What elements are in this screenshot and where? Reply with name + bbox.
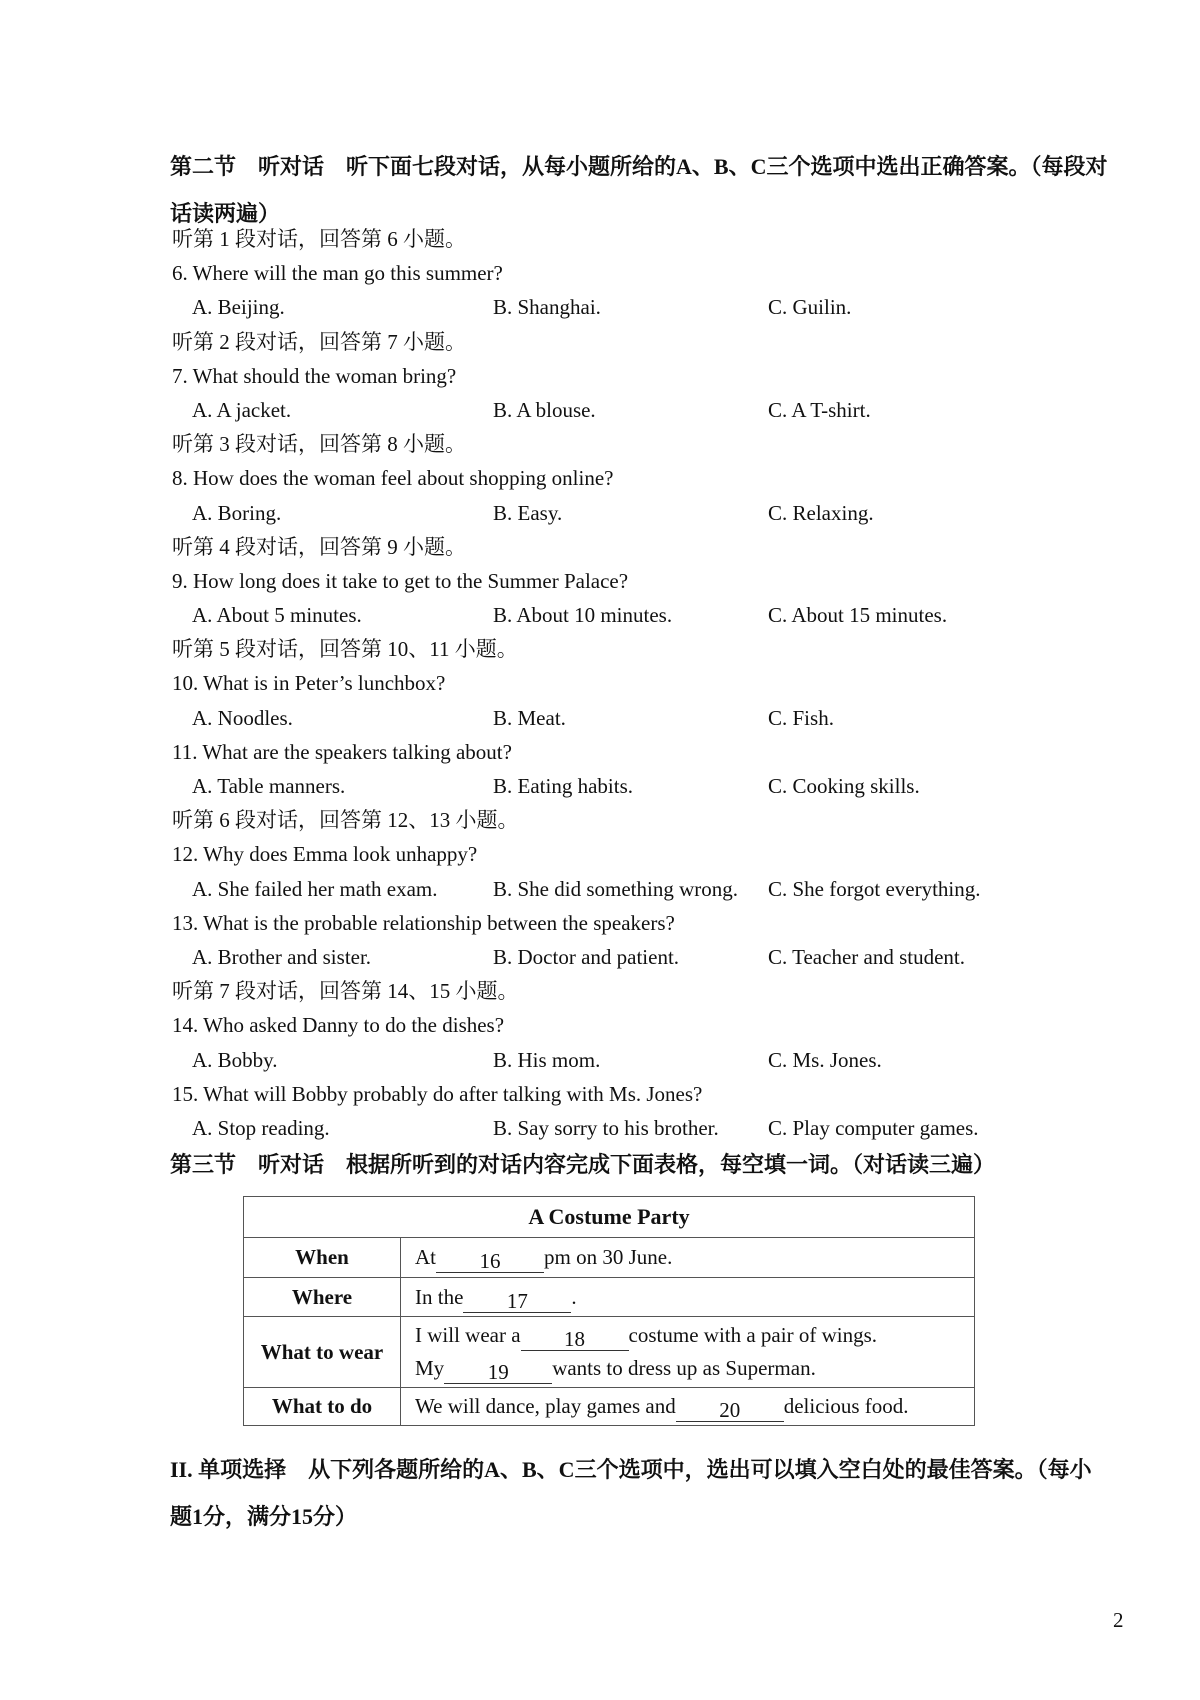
option-row [170, 701, 1050, 735]
option-row [170, 769, 1050, 803]
option-c: C. A T-shirt. [768, 397, 871, 422]
option-a: A. About 5 minutes. [192, 603, 362, 628]
option-c: C. Cooking skills. [768, 774, 920, 798]
option-b: B. A blouse. [493, 397, 596, 422]
option-a: A. Beijing. [192, 295, 285, 320]
table-title-row [244, 1197, 975, 1238]
question-line: 9. How long does it take to get to the Summer Palace? [172, 568, 629, 593]
blank-19: 19 [444, 1361, 552, 1384]
instruction-line: 听第 2 段对话，回答第 7 小题。 [172, 329, 466, 354]
cell-line [415, 1281, 974, 1314]
option-c: C. Relaxing. [768, 500, 874, 525]
table-row [244, 1278, 975, 1317]
table-title: A Costume Party [244, 1197, 975, 1238]
costume-table-body [244, 1197, 975, 1426]
option-b: B. His mom. [493, 1047, 601, 1072]
blank-18: 18 [521, 1328, 629, 1351]
option-a: A. Brother and sister. [192, 944, 372, 969]
blank-16: 16 [436, 1250, 544, 1273]
option-c: C. Ms. Jones. [768, 1047, 882, 1072]
option-b: B. Doctor and patient. [493, 944, 680, 969]
section4-header [170, 1446, 1092, 1540]
option-b: B. Meat. [493, 705, 566, 730]
option-b: B. She did something wrong. [493, 876, 738, 901]
option-a: A. A jacket. [192, 397, 292, 422]
question-line: 10. What is in Peter’s lunchbox? [172, 671, 446, 696]
option-c: C. About 15 minutes. [768, 603, 948, 628]
cell-text: At [415, 1245, 436, 1269]
table-row [244, 1238, 975, 1278]
option-b: B. Easy. [493, 500, 563, 525]
option-a: A. Boring. [192, 500, 282, 525]
table-row [244, 1388, 975, 1426]
question-line: 7. What should the woman bring? [172, 363, 457, 388]
row-label: Where [244, 1278, 401, 1317]
instruction-line: 听第 1 段对话，回答第 6 小题。 [172, 227, 466, 251]
question-line: 8. How does the woman feel about shopping online? [172, 466, 614, 491]
table-row [244, 1317, 975, 1388]
cell-text: My [415, 1356, 445, 1380]
section4-header-line1: II. 单项选择 从下列各题所给的A、B、C三个选项中，选出可以填入空白处的最佳答案。（每小 [170, 1457, 1092, 1482]
instruction-line: 听第 6 段对话，回答第 12、13 小题。 [172, 808, 519, 833]
costume-party-table [243, 1196, 975, 1426]
cell-text: costume with a pair of wings. [628, 1323, 877, 1347]
row-label: When [244, 1238, 401, 1278]
option-row [170, 1111, 1050, 1145]
cell-text: We will dance, play games and [415, 1394, 676, 1418]
instruction-line: 听第 3 段对话，回答第 8 小题。 [172, 432, 466, 457]
instruction-line: 听第 7 段对话，回答第 14、15 小题。 [172, 979, 519, 1004]
option-a: A. She failed her math exam. [192, 876, 438, 901]
instruction-line: 听第 4 段对话，回答第 9 小题。 [172, 534, 466, 559]
cell-line [415, 1390, 974, 1423]
option-b: B. Shanghai. [493, 295, 601, 320]
option-row [170, 1043, 1050, 1077]
row-label: What to wear [244, 1317, 401, 1388]
option-a: A. Bobby. [192, 1047, 278, 1072]
option-c: C. Play computer games. [768, 1115, 979, 1140]
option-row [170, 290, 1050, 324]
blank-17: 17 [463, 1290, 571, 1313]
row-label: What to do [244, 1388, 401, 1426]
row-content [401, 1388, 975, 1426]
cell-line [415, 1241, 974, 1274]
cell-text: . [571, 1284, 577, 1309]
option-a: A. Noodles. [192, 705, 293, 730]
section4-header-line2: 题1分，满分15分） [170, 1504, 358, 1529]
option-row [170, 393, 1050, 427]
option-c: C. Teacher and student. [768, 944, 965, 969]
option-c: C. Guilin. [768, 295, 852, 320]
option-row [170, 940, 1050, 974]
question-line: 15. What will Bobby probably do after talking with Ms. Jones? [172, 1081, 703, 1106]
option-b: B. About 10 minutes. [493, 603, 673, 628]
cell-line [415, 1319, 974, 1352]
section3-header: 第三节 听对话 根据所听到的对话内容完成下面表格，每空填一词。（对话读三遍） [170, 1152, 996, 1177]
section2-header-line2: 话读两遍） [170, 201, 281, 226]
section2-header-line1: 第二节 听对话 听下面七段对话，从每小题所给的A、B、C三个选项中选出正确答案。（每段对 [170, 154, 1108, 179]
page-number: 2 [1113, 1608, 1124, 1632]
option-a: A. Stop reading. [192, 1115, 330, 1140]
cell-text: I will wear a [415, 1323, 521, 1347]
cell-text: delicious food. [783, 1394, 909, 1418]
row-content [401, 1317, 975, 1388]
option-c: C. Fish. [768, 705, 834, 730]
option-row [170, 598, 1050, 632]
blank-20: 20 [676, 1399, 784, 1422]
option-b: B. Eating habits. [493, 774, 633, 798]
question-line: 11. What are the speakers talking about? [172, 739, 512, 764]
row-content [401, 1238, 975, 1278]
listening-lines [170, 222, 1050, 1145]
option-row [170, 872, 1050, 906]
option-row [170, 496, 1050, 530]
instruction-line: 听第 5 段对话，回答第 10、11 小题。 [172, 637, 518, 662]
question-line: 14. Who asked Danny to do the dishes? [172, 1013, 505, 1038]
option-a: A. Table manners. [192, 774, 346, 798]
option-c: C. She forgot everything. [768, 876, 981, 901]
cell-text: In the [415, 1284, 464, 1309]
cell-text: pm on 30 June. [544, 1245, 673, 1269]
question-line: 6. Where will the man go this summer? [172, 261, 503, 286]
row-content [401, 1278, 975, 1317]
cell-text: wants to dress up as Superman. [552, 1356, 816, 1380]
question-line: 12. Why does Emma look unhappy? [172, 842, 478, 867]
option-b: B. Say sorry to his brother. [493, 1115, 719, 1140]
question-line: 13. What is the probable relationship between the speakers? [172, 910, 675, 935]
cell-line [415, 1352, 974, 1385]
